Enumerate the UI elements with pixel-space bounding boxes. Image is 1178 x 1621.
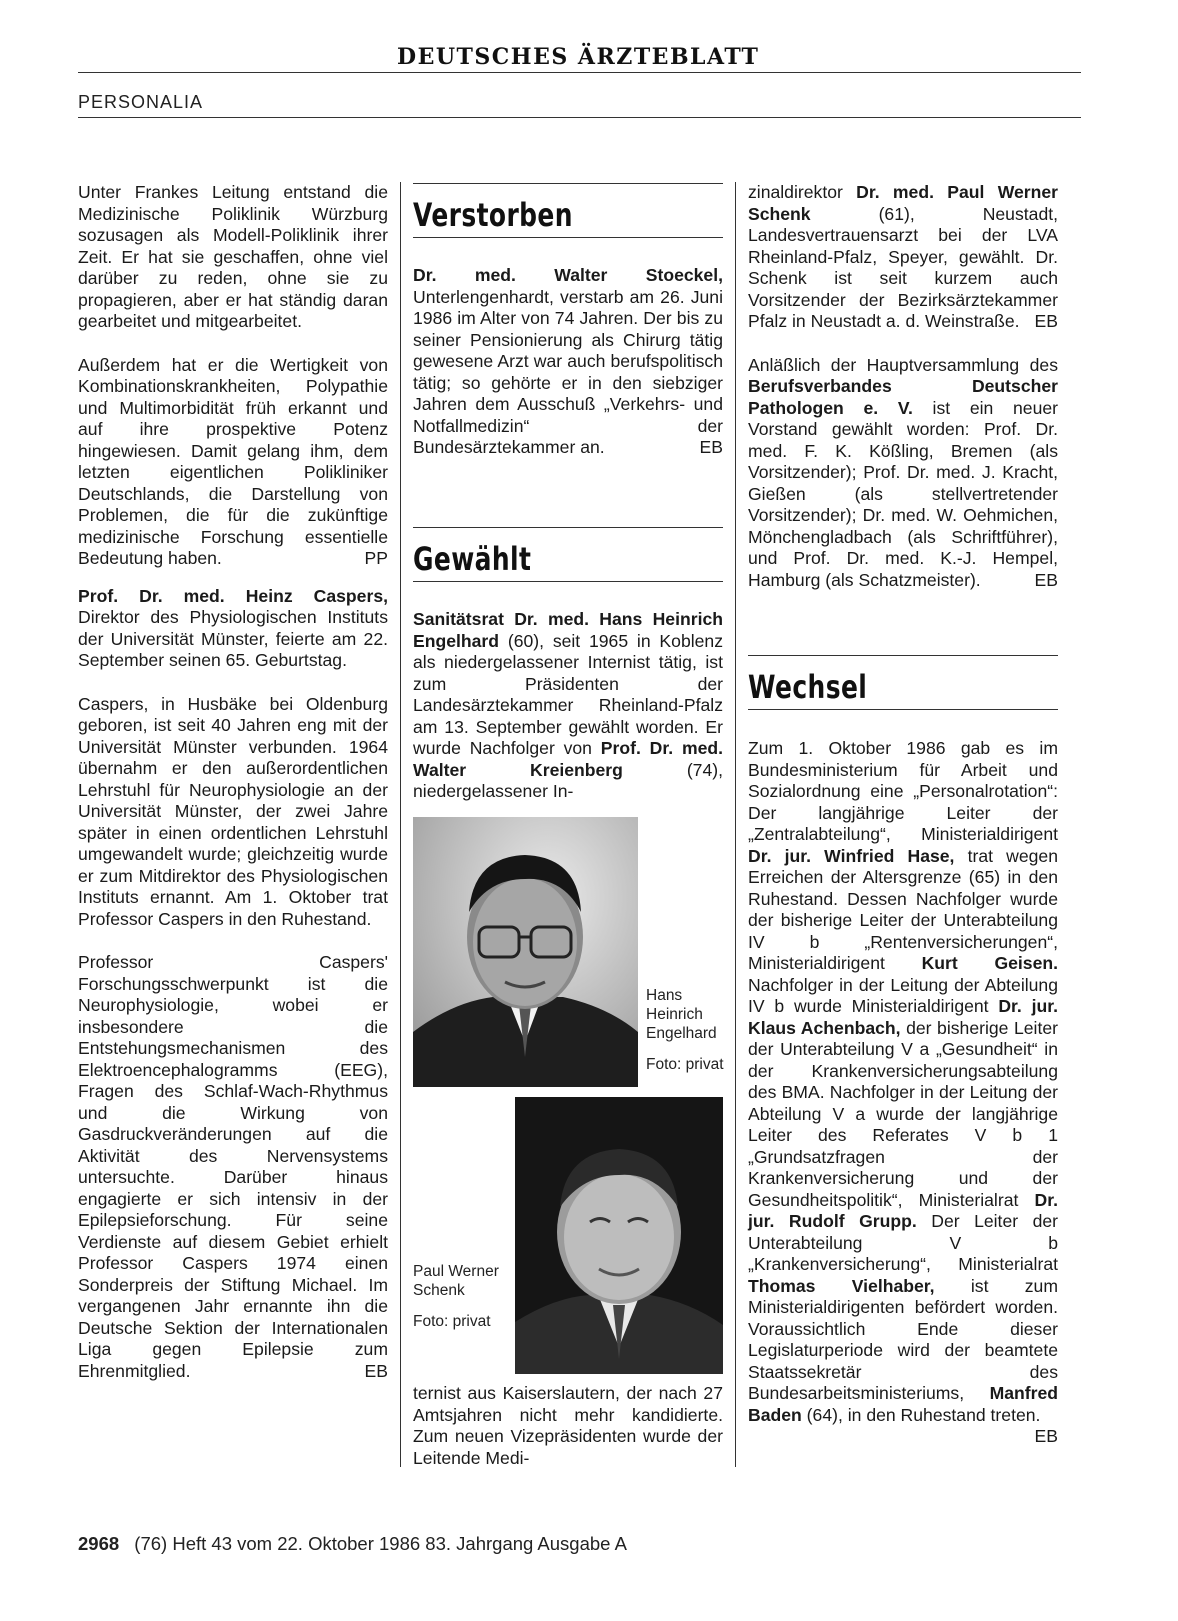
caption-credit: Foto: privat: [413, 1313, 491, 1330]
paragraph-text: Außerdem hat er die Wertigkeit von Kombinationskrankheiten, Polypathie und Multimorbidität früh erkannt und auf ihre prospektive Potenz hingewiesen. Damit gelang ihm, dem letzten eigentlichen Polikliniker Deutschlands, die Darstellung von Problemen, die für die zukünftige medizinische Forschung essentielle Bedeutung haben.: [78, 354, 388, 568]
portrait-photo-schenk: [515, 1097, 723, 1374]
text-run: ist zum Ministerialdirigenten befördert worden. Voraussichtlich Ende dieser Legislaturperiode wird der beamtete Staatssekretär des Bundesarbeitsministeriums,: [748, 1275, 1058, 1403]
text-run: trat wegen Erreichen der Altersgrenze (65) in den Ruhestand. Dessen Nachfolger wurde der bisherige Leiter der Unterabteilung IV b „Rentenversicherungen“, Ministerialdirigent: [748, 845, 1058, 973]
portrait-schenk-image: [515, 1097, 723, 1374]
heading-wechsel: Wechsel: [748, 668, 868, 706]
issue-info: (76) Heft 43 vom 22. Oktober 1986 83. Jahrgang Ausgabe A: [134, 1533, 627, 1554]
heading-rule: [748, 709, 1058, 710]
column-3-top: [748, 182, 1058, 591]
page-number: 2968: [78, 1533, 120, 1554]
section-rule: [78, 117, 1081, 118]
paragraph-text: Professor Caspers' Forschungsschwerpunkt ist die Neurophysiologie, wobei er insbesondere die Entstehungsmechanismen des Elektroencephalogramms (EEG), Fragen des Schlaf-Wach-Rhythmus und die Wirkung von Gasdruckveränderungen auf die Aktivität des Nervensystems untersuchte. Darüber hinaus engagierte er sich intensiv in der Epilepsieforschung. Für seine Verdienste auf diesem Gebiet erhielt Professor Caspers 1974 einen Sonderpreis der Stiftung Michael. Im vergangenen Jahr ernannte ihn die Deutsche Sektion der Internationalen Liga gegen Epilepsie zum Ehrenmitglied.: [78, 952, 388, 1381]
paragraph-wechsel: [748, 738, 1059, 1446]
photo-caption-schenk: [413, 1262, 503, 1331]
signature-eb: EB: [699, 437, 723, 457]
person-name: Dr. med. Walter Stoeckel,: [413, 265, 723, 285]
paragraph-text: Anläßlich der Hauptversammlung des: [748, 354, 1058, 375]
person-name: Sanitätsrat Dr. med. Hans Heinrich Engelhard: [413, 609, 723, 651]
person-name: Thomas Vielhaber,: [748, 1275, 935, 1296]
heading-rule: [413, 527, 723, 528]
person-name: Dr. jur. Rudolf Grupp.: [748, 1189, 1058, 1231]
heading-rule: [413, 183, 723, 184]
section-label: PERSONALIA: [78, 92, 204, 112]
text-run: der bisherige Leiter der Unterabteilung V a „Gesundheit“ in der Krankenversicherungsabteilung des BMA. Nachfolger in der Leitung der Abteilung V a wurde der langjährige Leiter des Referates V b 1 „Grundsatzfragen der Krankenversicherung und der Gesundheitspolitik“, Ministerialrat: [748, 1017, 1058, 1210]
column-2-mid: [413, 609, 723, 803]
signature-eb: EB: [1034, 1426, 1058, 1446]
signature-eb: EB: [364, 1360, 388, 1381]
signature-eb: EB: [1034, 311, 1058, 331]
caption-name: Hans Heinrich Engelhard: [646, 987, 717, 1042]
text-run: Nachfolger in der Leitung der Abteilung IV b wurde Ministerialdirigent: [748, 974, 1058, 1016]
paragraph-franke: Unter Frankes Leitung entstand die Medizinische Poliklinik Würzburg sozusagen als Modell-Poliklinik ihrer Zeit. Er hat sie geschaffen, ohne viel darüber zu reden, ohne sie zu propagieren, aber er hat ständig daran gearbeitet und mitgearbeitet.: [78, 182, 388, 331]
paragraph-caspers-research: [78, 952, 388, 1382]
person-name: Dr. med. Paul Werner Schenk: [748, 182, 1059, 224]
column-2-top: [413, 265, 723, 459]
column-2-bottom: [413, 1383, 723, 1469]
page-footer: [78, 1533, 627, 1555]
organization-name: Berufsverbandes Deutscher Pathologen e. V.: [748, 376, 1058, 418]
person-name: Kurt Geisen.: [921, 953, 1059, 973]
column-3-bottom: [748, 738, 1058, 1448]
column-1: [78, 182, 388, 1382]
masthead-rule: [78, 72, 1081, 73]
paragraph-text: Direktor des Physiologischen Instituts der Universität Münster, feierte am 22. September seinen 65. Geburtstag.: [78, 607, 388, 670]
text-run: (64), in den Ruhestand treten.: [801, 1404, 1041, 1425]
heading-rule: [748, 655, 1058, 656]
paragraph-schenk: [748, 182, 1058, 333]
caption-name: Paul Werner Schenk: [413, 1263, 499, 1299]
paragraph-wertigkeit: [78, 355, 388, 570]
paragraph-text: Unterlengenhardt, verstarb am 26. Juni 1986 im Alter von 74 Jahren. Der bis zu seiner Pensionierung als Chirurg tätig gewesene Arzt war auch berufspolitisch tätig; so gehörte er in den siebziger Jahren dem Ausschuß „Verkehrs- und Notfallmedizin“ der Bundesärztekammer an.: [413, 286, 723, 457]
paragraph-text: zinaldirektor: [748, 182, 843, 202]
photo-caption-engelhard: [646, 986, 726, 1074]
person-name: Dr. jur. Winfried Hase,: [748, 845, 955, 866]
heading-gewaehlt: Gewählt: [413, 540, 532, 578]
paragraph-stoeckel: [413, 265, 723, 459]
text-run: Der Leiter der Unterabteilung V b „Krankenversicherung“, Ministerialrat: [748, 1211, 1059, 1274]
paragraph-caspers-intro: [78, 586, 388, 672]
person-name: Dr. jur. Klaus Achenbach,: [748, 996, 1058, 1038]
paragraph-engelhard: [413, 609, 723, 803]
paragraph-engelhard-cont: ternist aus Kaiserslautern, der nach 27 Amtsjahren nicht mehr kandidierte. Zum neuen Vizepräsidenten wurde der Leitende Medi-: [413, 1383, 723, 1468]
signature-eb: EB: [1034, 569, 1058, 590]
heading-verstorben: Verstorben: [413, 196, 573, 234]
portrait-engelhard-image: [413, 817, 638, 1087]
paragraph-text: (74), niedergelassener In-: [413, 759, 723, 801]
paragraph-text: (61), Neustadt, Landesvertrauensarzt bei der LVA Rheinland-Pfalz, Speyer, gewählt. Dr. Schenk ist seit kurzem auch Vorsitzender der Bezirksärztekammer Pfalz in Neustadt a. d. Weinstraße.: [748, 203, 1059, 331]
paragraph-text: ist ein neuer Vorstand gewählt worden: Prof. Dr. med. F. K. Kößling, Bremen (als Vorsitzender); Prof. Dr. med. J. Kracht, Gießen (als stellvertretender Vorsitzender); Dr. med. W. Oehmichen, Mönchengladbach (als Schriftführer), und Prof. Dr. med. K.-J. Hempel, Hamburg (als Schatzmeister).: [748, 397, 1058, 590]
person-name: Manfred Baden: [748, 1383, 1058, 1425]
paragraph-caspers-career: Caspers, in Husbäke bei Oldenburg geboren, ist seit 40 Jahren eng mit der Universität Münster verbunden. 1964 übernahm er den außerordentlichen Lehrstuhl für Neurophysiologie an der Universität Münster, der zwei Jahre später in einen ordentlichen Lehrstuhl umgewandelt wurde; gleichzeitig wurde er zum Mitdirektor des Physiologischen Instituts ernannt. Am 1. Oktober trat Professor Caspers in den Ruhestand.: [78, 693, 388, 929]
text-run: Zum 1. Oktober 1986 gab es im Bundesministerium für Arbeit und Sozialordnung eine „Personalrotation“: Der langjährige Leiter der „Zentralabteilung“, Ministerialdirigent: [748, 738, 1058, 844]
person-name: Prof. Dr. med. Walter Kreienberg: [413, 738, 724, 780]
column-divider: [400, 182, 401, 1467]
column-divider: [735, 182, 736, 1467]
signature-pp: PP: [364, 548, 388, 568]
portrait-photo-engelhard: [413, 817, 638, 1087]
paragraph-text: [748, 738, 1058, 1425]
heading-rule: [413, 581, 723, 582]
paragraph-text: (60), seit 1965 in Koblenz als niedergelassener Internist tätig, ist zum Präsidenten der Landesärztekammer Rheinland-Pfalz am 13. September gewählt worden. Er wurde Nachfolger von: [413, 630, 724, 758]
masthead: DEUTSCHES ÄRZTEBLATT: [397, 44, 760, 70]
paragraph-pathologen: [748, 355, 1058, 592]
person-name: Prof. Dr. med. Heinz Caspers,: [78, 585, 388, 606]
caption-credit: Foto: privat: [646, 1056, 724, 1073]
heading-rule: [413, 237, 723, 238]
